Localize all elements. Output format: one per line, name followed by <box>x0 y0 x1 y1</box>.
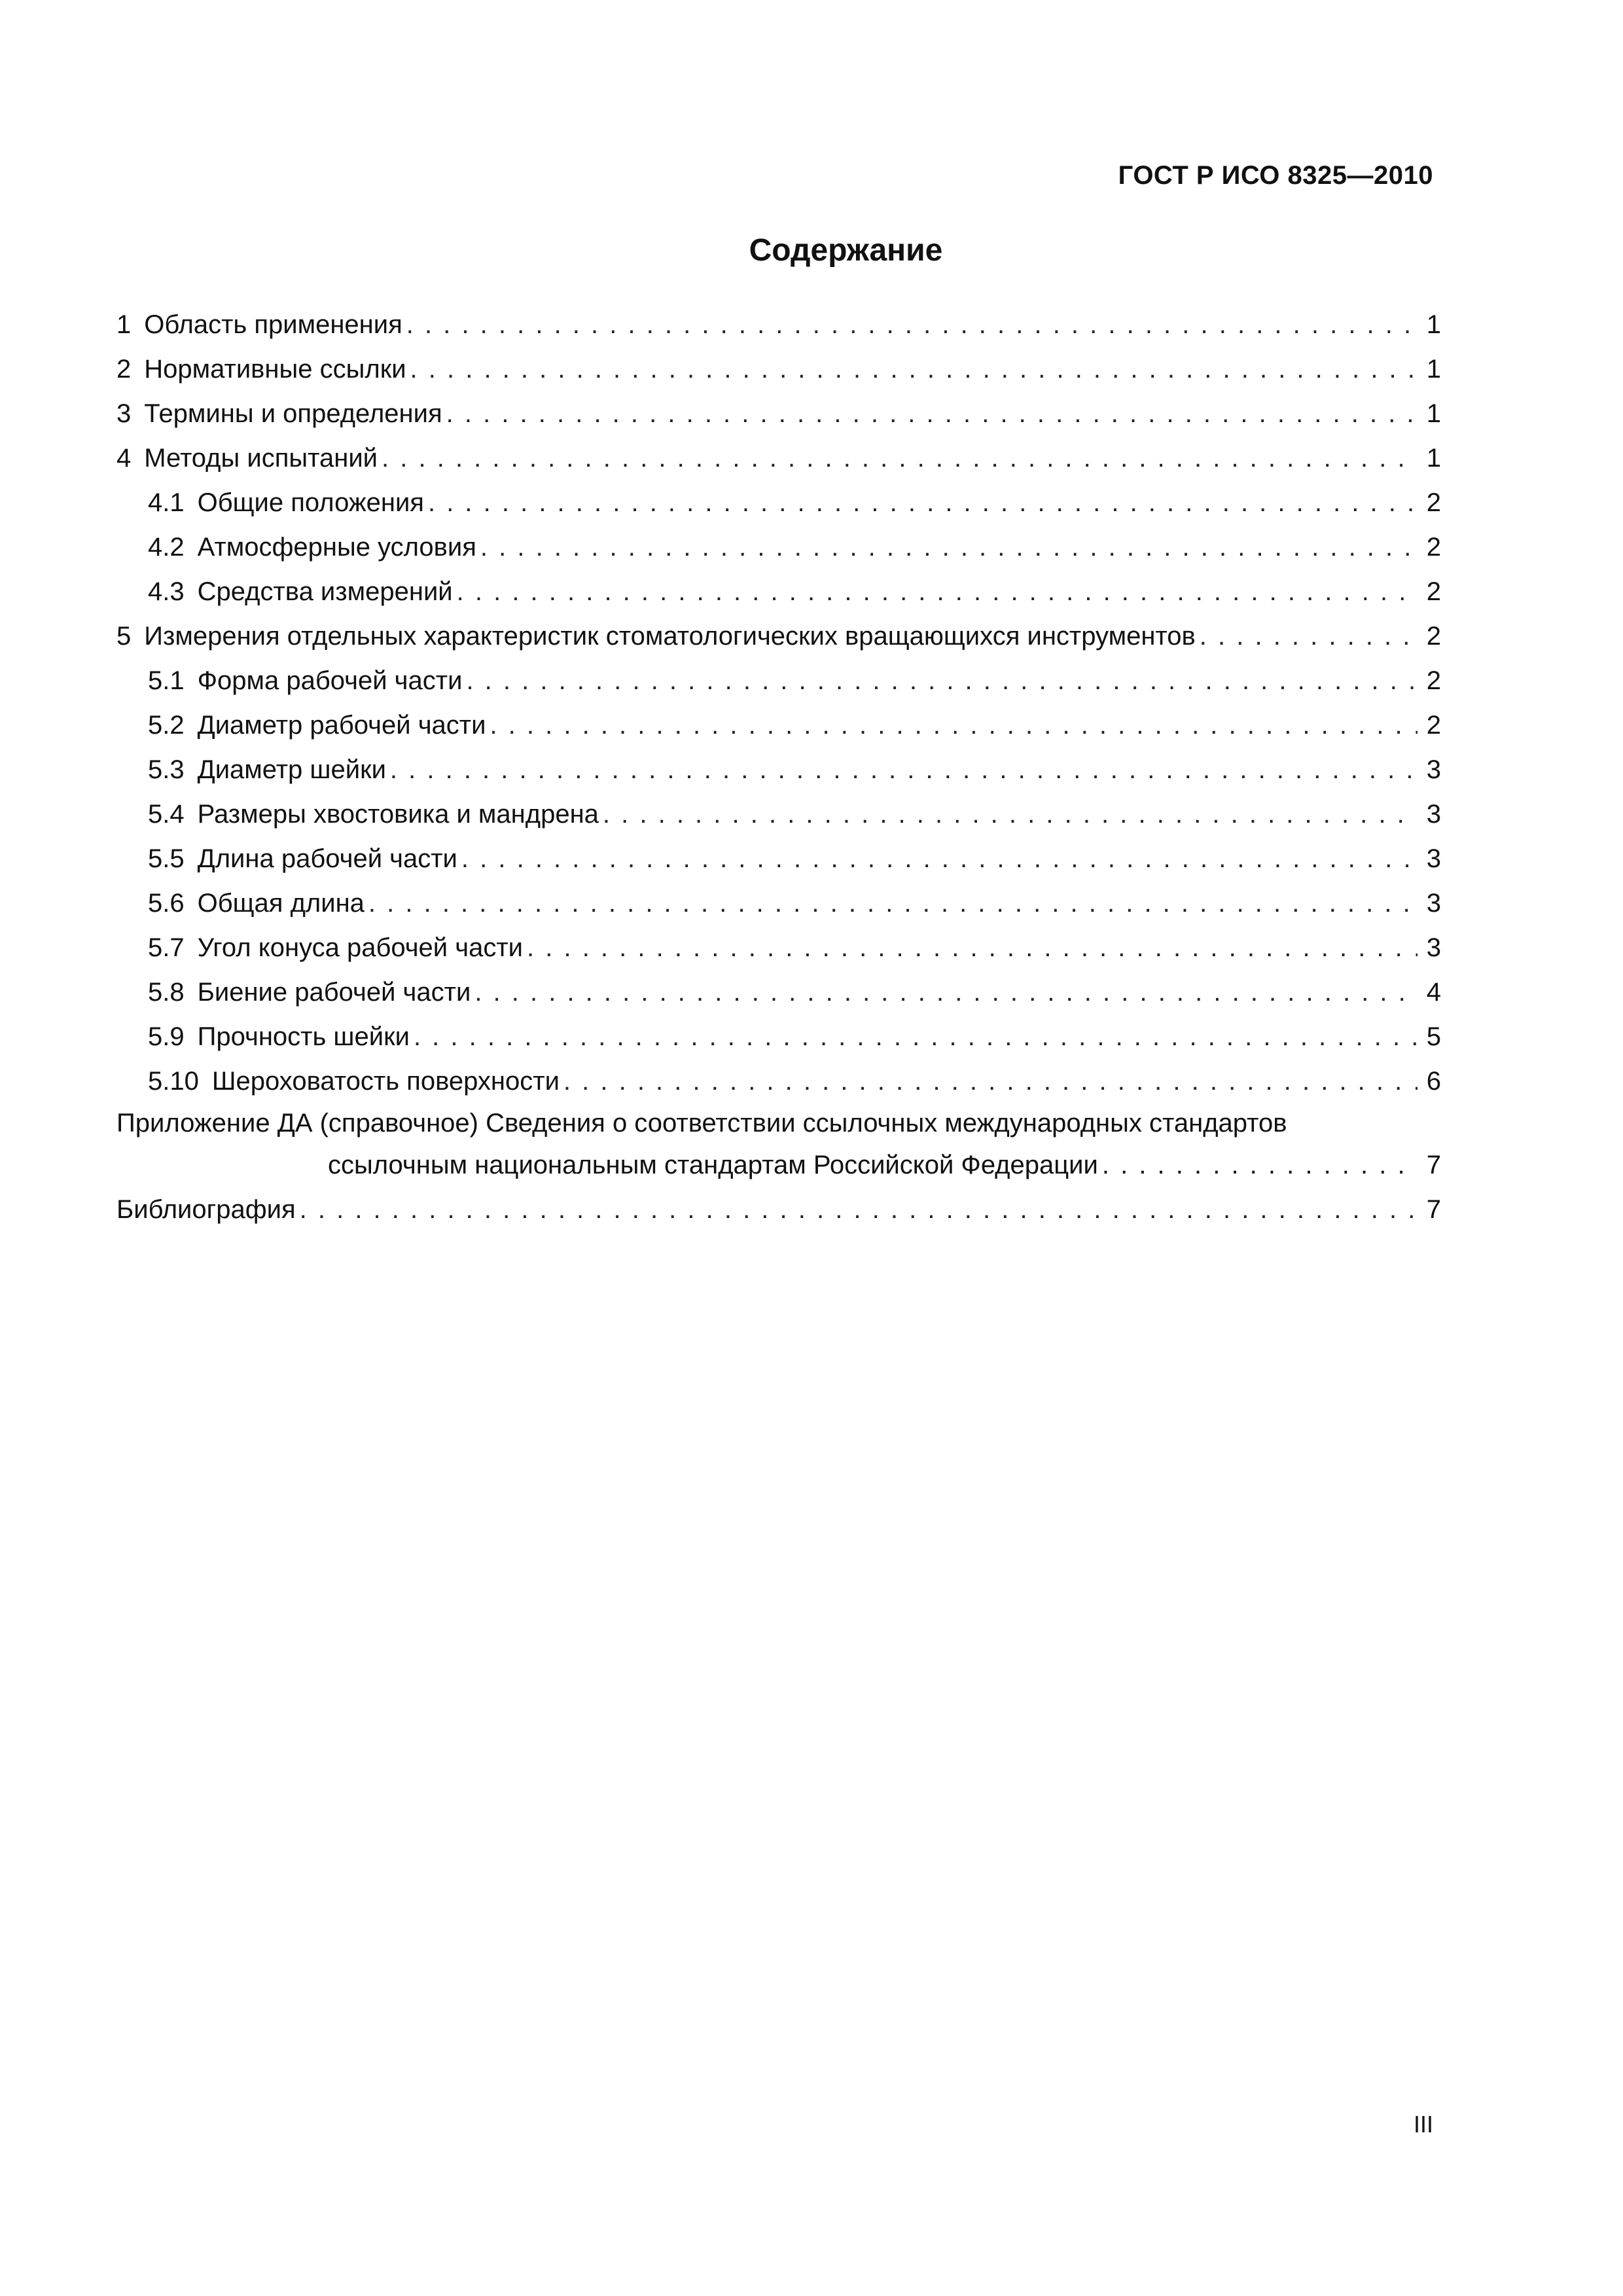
toc-entry-label: Область применения <box>144 310 402 339</box>
toc-entry-number: 2 <box>116 355 132 384</box>
table-of-contents <box>116 302 1441 1232</box>
toc-entry-page: 3 <box>1426 889 1441 918</box>
dot-leader <box>382 436 1418 480</box>
toc-entry-page: 3 <box>1426 800 1441 829</box>
toc-entry[interactable] <box>116 614 1441 658</box>
toc-entry-page: 5 <box>1426 1022 1441 1051</box>
document-code: ГОСТ Р ИСО 8325—2010 <box>1118 161 1433 190</box>
toc-entry[interactable] <box>116 747 1441 792</box>
toc-entry-number: 5.1 <box>148 666 185 695</box>
toc-entry[interactable] <box>116 302 1441 347</box>
dot-leader <box>457 569 1418 614</box>
toc-entry-number: 5.5 <box>148 844 185 873</box>
toc-entry-number: 5.6 <box>148 889 185 918</box>
toc-entry-page: 2 <box>1426 622 1441 651</box>
toc-entry-label: Шероховатость поверхности <box>211 1067 560 1096</box>
toc-entry-number: 5.4 <box>148 800 185 829</box>
toc-entry-number: 5.3 <box>148 755 185 784</box>
toc-entry-label: Атмосферные условия <box>197 533 476 562</box>
toc-entry[interactable] <box>116 347 1441 391</box>
toc-entry-label: Прочность шейки <box>197 1022 410 1051</box>
dot-leader <box>300 1187 1418 1232</box>
dot-leader <box>446 391 1418 436</box>
toc-entry-number: 4.3 <box>148 577 185 606</box>
toc-entry-number: 4.2 <box>148 533 185 562</box>
toc-entry-label: Термины и определения <box>144 399 442 428</box>
dot-leader <box>461 836 1418 881</box>
toc-entry-label: Биение рабочей части <box>197 978 471 1007</box>
toc-entry[interactable] <box>116 525 1441 569</box>
toc-entry-number: 1 <box>116 310 132 339</box>
toc-entry-label: Средства измерений <box>197 577 453 606</box>
toc-entry[interactable] <box>116 1059 1441 1103</box>
toc-entry-label: Общая длина <box>197 889 365 918</box>
toc-entry-page: 3 <box>1426 933 1441 962</box>
toc-entry-page: 3 <box>1426 844 1441 873</box>
dot-leader <box>1102 1143 1418 1187</box>
toc-entry-page: 4 <box>1426 978 1441 1007</box>
toc-entry[interactable] <box>116 391 1441 436</box>
toc-entry-number: 3 <box>116 399 132 428</box>
toc-entry-page: 1 <box>1426 355 1441 384</box>
dot-leader <box>410 347 1418 391</box>
toc-entry-number: 5 <box>116 622 132 651</box>
toc-entry-number: 5.9 <box>148 1022 185 1051</box>
toc-entry-bibliography[interactable] <box>116 1187 1441 1232</box>
toc-entry-page: 2 <box>1426 533 1441 562</box>
dot-leader <box>368 881 1418 925</box>
toc-entry-label: Измерения отдельных характеристик стоматологических вращающихся инструментов <box>144 622 1196 651</box>
toc-entry[interactable] <box>116 658 1441 703</box>
toc-title: Содержание <box>749 233 943 268</box>
dot-leader <box>563 1059 1418 1103</box>
dot-leader <box>390 747 1418 792</box>
dot-leader <box>527 925 1418 970</box>
dot-leader <box>428 480 1418 525</box>
dot-leader <box>480 525 1418 569</box>
toc-entry-number: 5.7 <box>148 933 185 962</box>
appendix-title-line2-row <box>116 1143 1441 1187</box>
toc-entry-page: 2 <box>1426 577 1441 606</box>
toc-entry-label: Библиография <box>116 1195 296 1224</box>
toc-entry[interactable] <box>116 480 1441 525</box>
toc-entry[interactable] <box>116 436 1441 480</box>
toc-entry-page: 2 <box>1426 666 1441 695</box>
dot-leader <box>490 703 1417 747</box>
dot-leader <box>466 658 1417 703</box>
toc-entry-page: 7 <box>1426 1151 1441 1179</box>
toc-entry-appendix[interactable] <box>116 1103 1441 1187</box>
toc-entry-label: Методы испытаний <box>144 444 378 473</box>
toc-entry-page: 3 <box>1426 755 1441 784</box>
dot-leader <box>1200 614 1418 658</box>
toc-entry[interactable] <box>116 569 1441 614</box>
toc-entry-number: 4 <box>116 444 132 473</box>
toc-entry-label: Форма рабочей части <box>197 666 463 695</box>
dot-leader <box>474 970 1417 1014</box>
toc-entry-page: 6 <box>1426 1067 1441 1096</box>
toc-entry-page: 7 <box>1426 1195 1441 1224</box>
dot-leader <box>406 302 1418 347</box>
toc-entry[interactable] <box>116 792 1441 836</box>
toc-entry[interactable] <box>116 881 1441 925</box>
toc-entry[interactable] <box>116 925 1441 970</box>
page-number: III <box>1413 2111 1433 2138</box>
toc-entry[interactable] <box>116 836 1441 881</box>
toc-entry[interactable] <box>116 703 1441 747</box>
dot-leader <box>603 792 1418 836</box>
appendix-title-line2: ссылочным национальным стандартам Российской Федерации <box>328 1151 1098 1179</box>
toc-entry-number: 5.8 <box>148 978 185 1007</box>
toc-entry-label: Нормативные ссылки <box>144 355 406 384</box>
toc-entry-page: 2 <box>1426 711 1441 740</box>
toc-entry[interactable] <box>116 970 1441 1014</box>
toc-entry-label: Длина рабочей части <box>197 844 457 873</box>
toc-entry[interactable] <box>116 1014 1441 1059</box>
toc-entry-number: 4.1 <box>148 488 185 517</box>
toc-entry-label: Угол конуса рабочей части <box>197 933 524 962</box>
toc-entry-page: 1 <box>1426 399 1441 428</box>
toc-entry-label: Размеры хвостовика и мандрена <box>197 800 599 829</box>
toc-entry-label: Диаметр рабочей части <box>197 711 486 740</box>
dot-leader <box>414 1014 1418 1059</box>
toc-entry-label: Общие положения <box>197 488 424 517</box>
appendix-title-line1: Приложение ДА (справочное) Сведения о соответствии ссылочных международных стандартов <box>116 1109 1287 1138</box>
toc-entry-number: 5.10 <box>148 1067 199 1096</box>
toc-entry-label: Диаметр шейки <box>197 755 386 784</box>
toc-entry-page: 2 <box>1426 488 1441 517</box>
toc-entry-page: 1 <box>1426 310 1441 339</box>
toc-entry-page: 1 <box>1426 444 1441 473</box>
toc-entry-number: 5.2 <box>148 711 185 740</box>
